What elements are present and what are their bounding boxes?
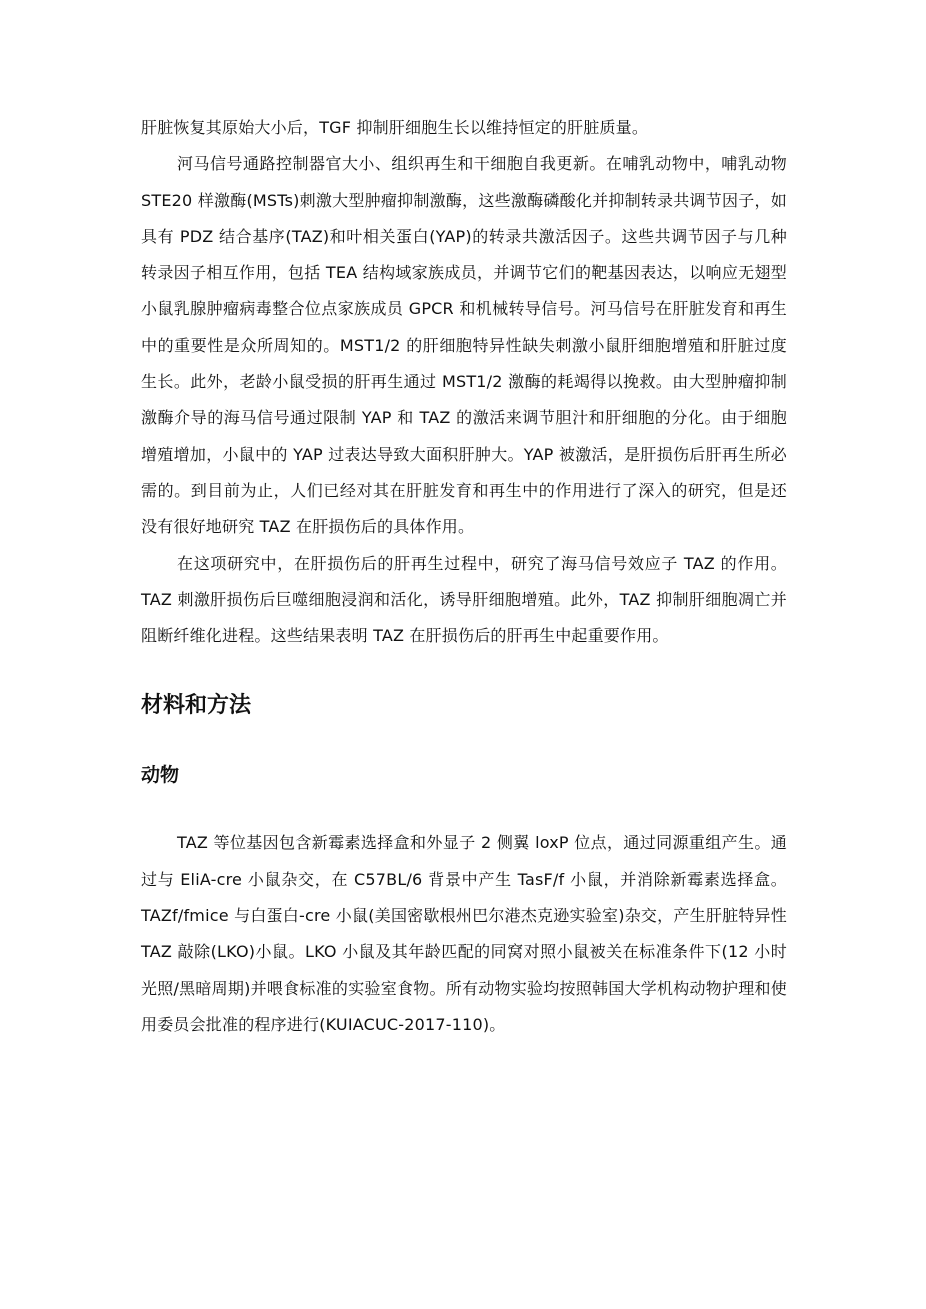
paragraph-liver-size-restoration: 肝脏恢复其原始大小后，TGF 抑制肝细胞生长以维持恒定的肝脏质量。 [141, 118, 649, 137]
section-heading-materials-methods: 材料和方法 [141, 693, 252, 719]
paragraph-animals-methods: TAZ 等位基因包含新霉素选择盒和外显子 2 侧翼 loxP 位点，通过同源重组产生。通过与 EliA-cre 小鼠杂交，在 C57BL/6 背景中产生 TasF/f 小鼠，并消除新霉素选择盒。TAZf/fmice 与白蛋白-cre 小鼠(美国密歇根州巴尔港杰克逊实验室)杂交，产生肝脏特异性 TAZ 敲除(LKO)小鼠。LKO 小鼠及其年龄匹配的同窝对照小鼠被关在标准条件下(12 小时光照/黑暗周期)并喂食标准的实验室食物。所有动物实验均按照韩国大学机构动物护理和使用委员会批准的程序进行(KUIACUC-2017-110)。 [141, 833, 787, 1034]
paragraph-study-summary: 在这项研究中，在肝损伤后的肝再生过程中，研究了海马信号效应子 TAZ 的作用。TAZ 刺激肝损伤后巨噬细胞浸润和活化，诱导肝细胞增殖。此外，TAZ 抑制肝细胞凋亡并阻断纤维化进程。这些结果表明 TAZ 在肝损伤后的肝再生中起重要作用。 [141, 553, 787, 646]
subsection-heading-animals: 动物 [141, 764, 180, 787]
paragraph-hippo-signaling: 河马信号通路控制器官大小、组织再生和干细胞自我更新。在哺乳动物中，哺乳动物 STE20 样激酶(MSTs)刺激大型肿瘤抑制激酶，这些激酶磷酸化并抑制转录共调节因子，如具有 PDZ 结合基序(TAZ)和叶相关蛋白(YAP)的转录共激活因子。这些共调节因子与几种转录因子相互作用，包括 TEA 结构域家族成员，并调节它们的靶基因表达，以响应无翅型小鼠乳腺肿瘤病毒整合位点家族成员 GPCR 和机械转导信号。河马信号在肝脏发育和再生中的重要性是众所周知的。MST1/2 的肝细胞特异性缺失刺激小鼠肝细胞增殖和肝脏过度生长。此外，老龄小鼠受损的肝再生通过 MST1/2 激酶的耗竭得以挽救。由大型肿瘤抑制激酶介导的海马信号通过限制 YAP 和 TAZ 的激活来调节胆汁和肝细胞的分化。由于细胞增殖增加，小鼠中的 YAP 过表达导致大面积肝肿大。YAP 被激活，是肝损伤后肝再生所必需的。到目前为止，人们已经对其在肝脏发育和再生中的作用进行了深入的研究，但是还没有很好地研究 TAZ 在肝损伤后的具体作用。 [141, 154, 787, 537]
document-page [141, 110, 787, 1043]
